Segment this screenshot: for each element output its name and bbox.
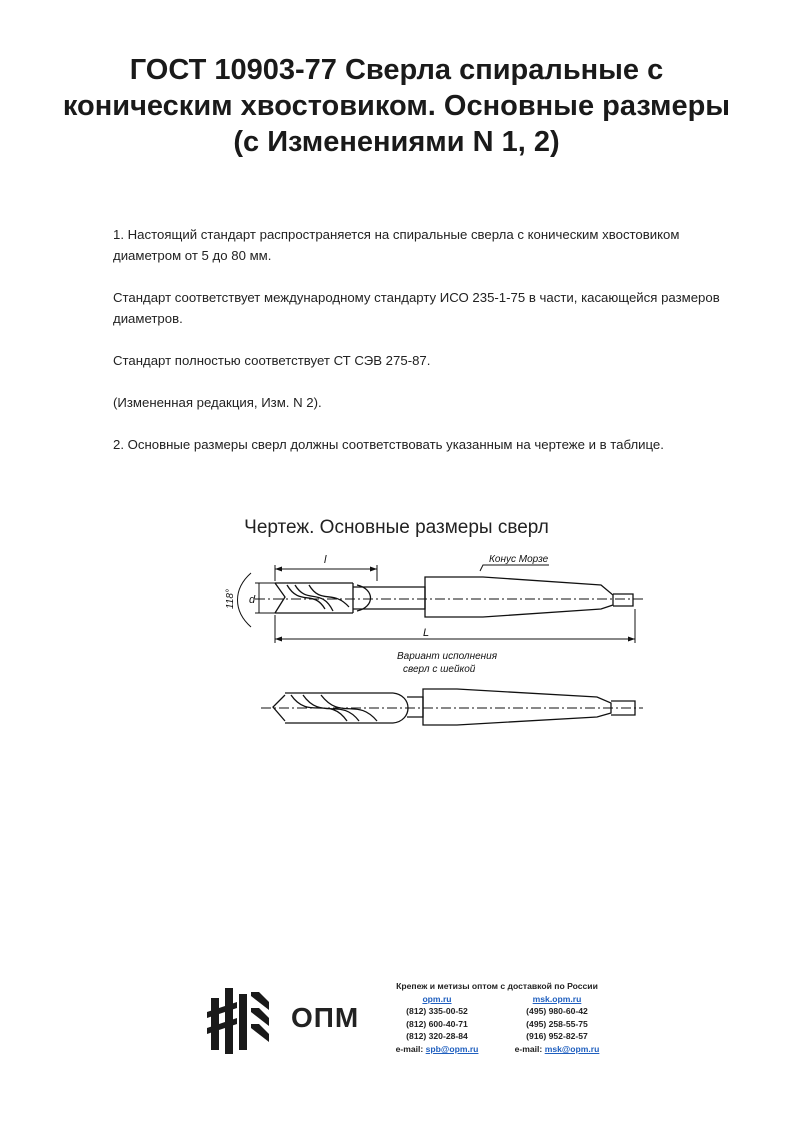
document-title: ГОСТ 10903-77 Сверла спиральные с коническим хвостовиком. Основные размеры (с Изменениями N 1, 2) <box>62 54 731 158</box>
spb-site-link[interactable]: opm.ru <box>422 993 452 1004</box>
variant-label-line1: Вариант исполнения <box>397 651 498 662</box>
spb-phone: (812) 600-40-71 <box>406 1018 468 1029</box>
paragraph: Стандарт соответствует международному стандарту ИСО 235-1-75 в части, касающейся размеров диаметров. <box>113 290 720 326</box>
msk-contacts <box>497 993 617 1056</box>
msk-phone: (495) 258-55-75 <box>526 1018 588 1029</box>
paragraph: Стандарт полностью соответствует СТ СЭВ 275-87. <box>113 353 431 368</box>
msk-email-link[interactable]: msk@opm.ru <box>544 1043 600 1054</box>
dim-L-line <box>275 609 635 643</box>
spb-email-label: e-mail: <box>395 1043 424 1054</box>
drill-tip <box>275 583 285 613</box>
variant-cone <box>423 689 611 725</box>
figure-caption: Чертеж. Основные размеры сверл <box>244 517 549 538</box>
msk-site-link[interactable]: msk.opm.ru <box>532 993 582 1004</box>
drill-body <box>275 583 353 613</box>
paragraph: 2. Основные размеры сверл должны соответствовать указанным на чертеже и в таблице. <box>113 437 664 452</box>
dim-l-line <box>275 565 377 581</box>
dim-d-line <box>255 583 275 613</box>
contacts <box>377 980 617 1056</box>
footer <box>207 980 617 1060</box>
paragraph: (Измененная редакция, Изм. N 2). <box>113 395 322 410</box>
cone-label: Конус Морзе <box>489 554 549 565</box>
spb-phone: (812) 335-00-52 <box>406 1006 468 1017</box>
brand-name: ОПМ <box>291 1002 360 1033</box>
morse-cone <box>425 577 613 617</box>
spb-contacts <box>377 993 497 1056</box>
cone-leader <box>480 565 549 571</box>
dim-l-label: l <box>324 554 327 566</box>
spb-email-link[interactable]: spb@opm.ru <box>425 1043 479 1054</box>
spb-phone: (812) 320-28-84 <box>406 1031 468 1042</box>
drill-flute <box>287 585 349 611</box>
drill-drawing <box>225 545 645 730</box>
angle-label: 118° <box>225 589 236 609</box>
paragraph: 1. Настоящий стандарт распространяется на спиральные сверла с коническим хвостовиком диаметром от 5 до 80 мм. <box>113 227 680 263</box>
msk-phone: (495) 980-60-42 <box>526 1006 588 1017</box>
drill-tang <box>613 594 633 606</box>
drill-shank <box>353 587 425 609</box>
variant-label-line2: сверл с шейкой <box>403 664 476 675</box>
opm-logo-icon <box>207 984 277 1054</box>
dim-L-label: L <box>423 627 430 639</box>
document-body <box>113 224 738 476</box>
dim-d-label: d <box>249 594 256 606</box>
msk-email-label: e-mail: <box>514 1043 543 1054</box>
footer-tagline: Крепеж и метизы оптом с доставкой по России <box>396 981 598 991</box>
msk-phone: (916) 952-82-57 <box>526 1031 588 1042</box>
